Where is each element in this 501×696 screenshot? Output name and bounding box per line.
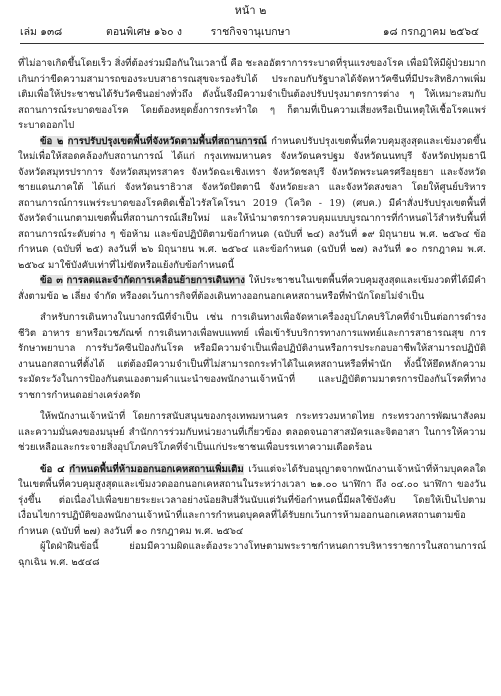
paragraph-exceptions: สำหรับการเดินทางในบางกรณีที่จำเป็น เช่น การเดินทางเพื่อจัดหาเครื่องอุปโภคบริโภคที่จำเป็นต่อการดำรงชีวิต อาหาร ยาหรือเวชภัณฑ์ การเดินทางเพื่อพบแพทย์ เพื่อเข้ารับบริการทางการแพทย์และการสาธารณสุข การรักษาพยาบาล การรับวัคซีนป้องกันโรค หรือมีความจำเป็นเพื่อปฏิบัติงานหรือการประกอบอาชีพให้สามารถปฏิบัติงานนอกสถานที่ตั้งได้ แต่ต้องมีความจำเป็นที่ไม่สามารถกระทำได้ในเคหสถานหรือที่พำนัก ทั้งนี้ให้ยึดหลักความระมัดระวังในการป้องกันตนเองตามคำแนะนำของพนักงานเจ้าหน้าที่ และปฏิบัติตามมาตรการป้องกันโรคที่ทางราชการกำหนดอย่างเคร่งครัด — [18, 312, 486, 401]
header-section: ตอนพิเศษ ๑๖๐ ง — [106, 26, 182, 38]
clause-3 — [18, 273, 486, 304]
clause-2-number: ข้อ ๒ — [40, 135, 64, 147]
clause-4-number: ข้อ ๔ — [40, 463, 65, 475]
clause-2-text: กำหนดปรับปรุงเขตพื้นที่ควบคุมสูงสุดและเข้มงวดขึ้นใหม่เพื่อให้สอดคล้องกับสถานการณ์ ได้แก่ กรุงเทพมหานคร จังหวัดนครปฐม จังหวัดนนทบุรี จังหวัดปทุมธานี จังหวัดสมุทรปราการ จังหวัดสมุทรสาคร จังหวัดฉะเชิงเทรา จังหวัดชลบุรี จังหวัดพระนครศรีอยุธยา และจังหวัดชายแดนภาคใต้ ได้แก่ จังหวัดนราธิวาส จังหวัดปัตตานี จังหวัดยะลา และจังหวัดสงขลา โดยให้ศูนย์บริหารสถานการณ์การแพร่ระบาดของโรคติดเชื้อไวรัสโคโรนา 2019 (โควิด - 19) (ศบค.) มีคำสั่งปรับปรุงเขตพื้นที่จังหวัดจำแนกตามเขตพื้นที่สถานการณ์เสียใหม่ และให้นำมาตรการควบคุมแบบบูรณาการที่กำหนดไว้สำหรับพื้นที่สถานการณ์ระดับต่าง ๆ ข้อห้าม และข้อปฏิบัติตามข้อกำหนด (ฉบับที่ ๒๔) ลงวันที่ ๑๙ มิถุนายน พ.ศ. ๒๕๖๔ ข้อกำหนด (ฉบับที่ ๒๕) ลงวันที่ ๒๖ มิถุนายน พ.ศ. ๒๕๖๔ และข้อกำหนด (ฉบับที่ ๒๗) ลงวันที่ ๑๐ กรกฎาคม พ.ศ. ๒๕๖๔ มาใช้บังคับเท่าที่ไม่ขัดหรือแย้งกับข้อกำหนดนี้ — [18, 135, 486, 271]
paragraph-intro: ที่ไม่อาจเกิดขึ้นโดยเร็ว สิ่งที่ต้องร่วมมือกันในเวลานี้ คือ ชะลออัตราการระบาดที่รุนแรงของโรค เพื่อมิให้มีผู้ป่วยมากเกินกว่าขีดความสามารถของระบบสาธารณสุขจะรองรับได้ ประกอบกับรัฐบาลได้จัดหาวัคซีนที่มีประสิทธิภาพเพิ่มเติมเพื่อให้ประชาชนได้รับวัคซีนอย่างทั่วถึง ดังนั้นจึงมีความจำเป็นต้องปรับปรุงมาตรการต่าง ๆ ให้เหมาะสมกับสถานการณ์ระบาดของโรค โดยต้องหยุดยั้งการกระทำใด ๆ ก็ตามที่เป็นความเสี่ยงหรือเป็นเหตุให้เชื้อโรคแพร่ระบาดออกไป — [18, 58, 486, 131]
clause-2-title: การปรับปรุงเขตพื้นที่จังหวัดตามพื้นที่สถานการณ์ — [67, 135, 267, 147]
header-date: ๑๘ กรกฎาคม ๒๕๖๔ — [382, 26, 479, 38]
clause-3-text: ให้ประชาชนในเขตพื้นที่ควบคุมสูงสุดและเข้มงวดที่ได้มีคำสั่งตามข้อ ๒ เลี่ยง จำกัด หรืองดเว้นการกิจที่ต้องเดินทางออกนอกเคหสถานหรือที่พำนักโดยไม่จำเป็น — [18, 275, 486, 302]
header-divider — [20, 43, 484, 44]
paragraph-penalty: ผู้ใดฝ่าฝืนข้อนี้ ย่อมมีความผิดและต้องระวางโทษตามพระราชกำหนดการบริหารราชการในสถานการณ์ฉุกเฉิน พ.ศ. ๒๕๔๘ — [18, 541, 486, 568]
clause-3-number: ข้อ ๓ — [40, 275, 63, 286]
clause-3-title: การลดและจำกัดการเคลื่อนย้ายการเดินทาง — [66, 275, 245, 286]
header-volume: เล่ม ๑๓๘ — [20, 26, 63, 38]
header-gazette-title: ราชกิจจานุเบกษา — [210, 26, 291, 38]
paragraph-assistance: ให้พนักงานเจ้าหน้าที่ โดยการสนับสนุนของกรุงเทพมหานคร กระทรวงมหาดไทย กระทรวงการพัฒนาสังคมและความมั่นคงของมนุษย์ สำนักการร่วมกับหน่วยงานที่เกี่ยวข้อง ตลอดจนอาสาสมัครและจิตอาสา ในการให้ความช่วยเหลือและกระจายสิ่งอุปโภคบริโภคที่จำเป็นแก่ประชาชนเพื่อบรรเทาความเดือดร้อน — [18, 411, 486, 453]
page-number: หน้า ๒ — [234, 4, 267, 17]
clause-2 — [18, 134, 486, 274]
document-body — [18, 56, 486, 570]
clause-4-title: กำหนดพื้นที่ห้ามออกนอกเคหสถานเพิ่มเติม — [69, 463, 244, 475]
clause-4 — [18, 462, 486, 540]
clause-4-text: เว้นแต่จะได้รับอนุญาตจากพนักงานเจ้าหน้าที่ห้ามบุคคลใดในเขตพื้นที่ควบคุมสูงสุดและเข้มงวดออกนอกเคหสถานในระหว่างเวลา ๒๑.๐๐ นาฬิกา ถึง ๐๔.๐๐ นาฬิกา ของวันรุ่งขึ้น ต่อเนื่องไปเพื่อขยายระยะเวลาอย่างน้อยสิบสี่วันนับแต่วันที่ข้อกำหนดนี้มีผลใช้บังคับ โดยให้เป็นไปตามเงื่อนไขการปฏิบัติของพนักงานเจ้าหน้าที่และการกำหนดบุคคลที่ได้รับยกเว้นการห้ามออกนอกเคหสถานตามข้อกำหนด (ฉบับที่ ๒๗) ลงวันที่ ๑๐ กรกฎาคม พ.ศ. ๒๕๖๔ — [18, 463, 486, 537]
gazette-header — [0, 24, 501, 40]
